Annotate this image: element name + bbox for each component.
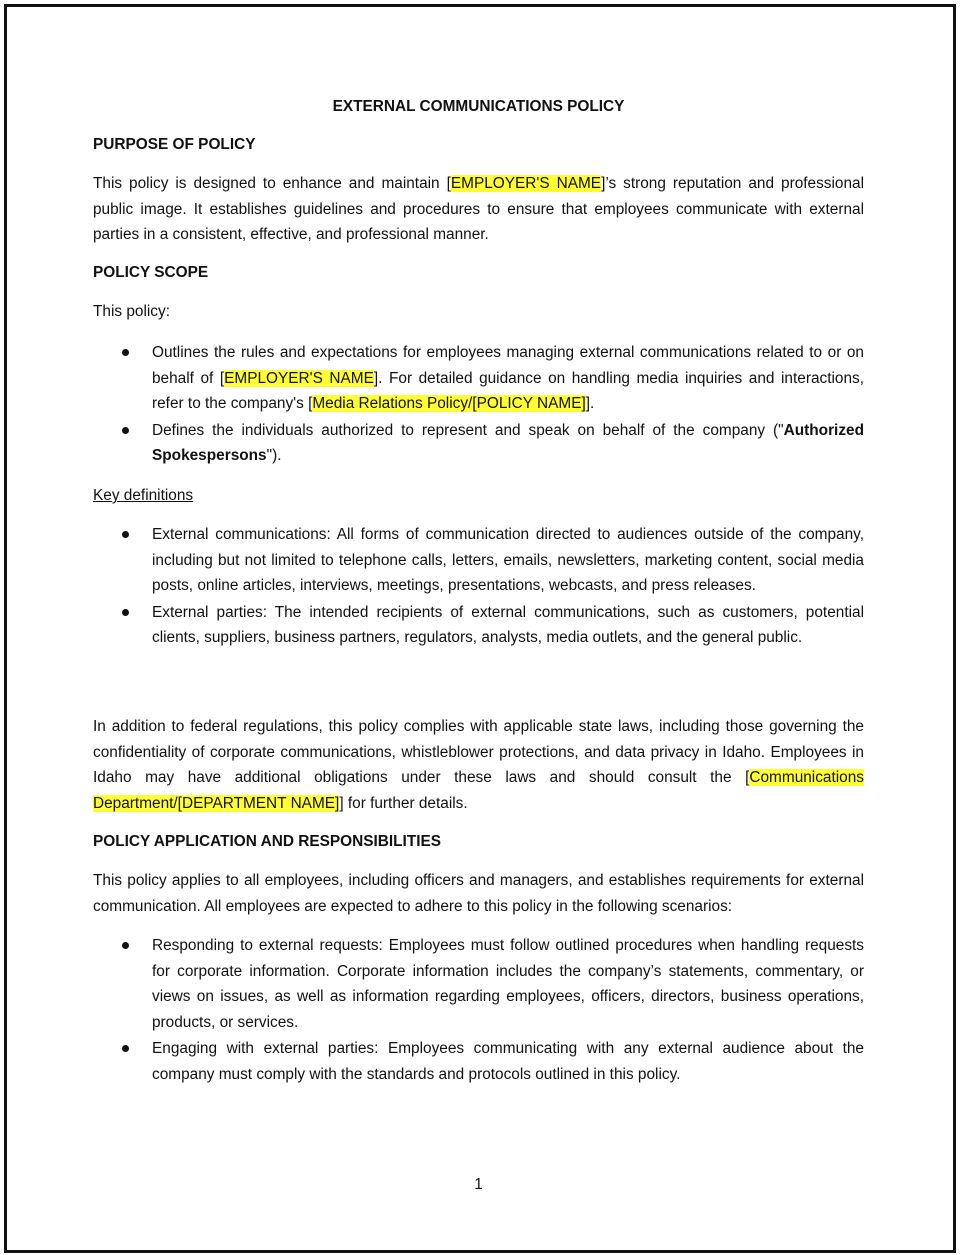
definitions-heading: Key definitions bbox=[93, 487, 194, 504]
scope-heading: POLICY SCOPE bbox=[93, 264, 209, 281]
employer-name-placeholder: EMPLOYER'S NAME bbox=[224, 369, 374, 387]
definition-text: External parties: The intended recipients of external communications, such as customers, potential clients, suppliers, business partners, regulators, analysts, media outlets, and the general public. bbox=[152, 603, 864, 646]
definitions-list bbox=[93, 522, 864, 652]
scope-intro: This policy: bbox=[93, 303, 170, 320]
bullet-icon bbox=[122, 531, 129, 538]
purpose-heading: PURPOSE OF POLICY bbox=[93, 136, 256, 153]
list-item bbox=[93, 522, 864, 599]
list-item bbox=[93, 340, 864, 417]
bullet-icon bbox=[122, 349, 129, 356]
bullet-icon bbox=[122, 427, 129, 434]
scope-list bbox=[93, 340, 864, 470]
bullet-icon bbox=[122, 609, 129, 616]
application-heading: POLICY APPLICATION AND RESPONSIBILITIES bbox=[93, 833, 442, 850]
bullet-icon bbox=[122, 1045, 129, 1052]
document-title: EXTERNAL COMMUNICATIONS POLICY bbox=[332, 98, 625, 115]
purpose-text-end: ]’s strong reputation and professional public image. It establishes guidelines and procedures to ensure that employees communicate with external parties in a consistent, effective, and professional manner. bbox=[93, 175, 864, 243]
application-intro: This policy applies to all employees, including officers and managers, and establishes requirements for external communication. All employees are expected to adhere to this policy in the following scenarios: bbox=[93, 872, 864, 915]
scope-bullet-text-a: Outlines the rules and expectations for employees managing external communications related to or on behalf of [ bbox=[152, 344, 864, 387]
list-item bbox=[93, 418, 864, 469]
list-item bbox=[93, 1036, 864, 1087]
application-item-text: Responding to external requests: Employees must follow outlined procedures when handling requests for corporate information. Corporate information includes the company’s statements, commentary, or views on issues, as well as information regarding employees, officers, directors, business operations, products, or services. bbox=[152, 937, 864, 1031]
scope-bullet2-text-c: "). bbox=[266, 447, 282, 464]
compliance-paragraph bbox=[93, 714, 864, 816]
purpose-text-start: This policy is designed to enhance and maintain [ bbox=[93, 175, 451, 192]
bullet-icon bbox=[122, 942, 129, 949]
department-name-placeholder: Communications Department/[DEPARTMENT NAME] bbox=[93, 769, 864, 812]
purpose-paragraph bbox=[93, 171, 864, 248]
page-number: 1 bbox=[474, 1176, 483, 1193]
scope-bullet-text-b: ]. For detailed guidance on handling media inquiries and interactions, refer to the company's [ bbox=[152, 369, 864, 412]
list-item bbox=[93, 933, 864, 1035]
employer-name-placeholder: EMPLOYER'S NAME bbox=[450, 175, 602, 192]
definition-text: External communications: All forms of communication directed to audiences outside of the company, including but not limited to telephone calls, letters, emails, newsletters, marketing content, social media posts, online articles, interviews, meetings, presentations, webcasts, and press releases. bbox=[152, 526, 864, 594]
scope-bullet-text-c: ]. bbox=[585, 395, 595, 412]
authorized-spokespersons-term: Authorized Spokespersons bbox=[152, 421, 864, 464]
application-item-text: Engaging with external parties: Employees communicating with any external audience about the company must comply with the standards and protocols outlined in this policy. bbox=[152, 1040, 864, 1083]
compliance-text-end: ] for further details. bbox=[339, 794, 468, 812]
application-list bbox=[93, 933, 864, 1088]
compliance-text-start: In addition to federal regulations, this policy complies with applicable state laws, including those governing the confidentiality of corporate communications, whistleblower protections, and data privacy in Idaho. Employees in Idaho may have additional obligations under these laws and should consult the [ bbox=[93, 718, 864, 786]
list-item bbox=[93, 600, 864, 651]
scope-bullet2-text-a: Defines the individuals authorized to represent and speak on behalf of the company (" bbox=[152, 421, 784, 439]
policy-name-placeholder: Media Relations Policy/[POLICY NAME] bbox=[312, 395, 586, 412]
